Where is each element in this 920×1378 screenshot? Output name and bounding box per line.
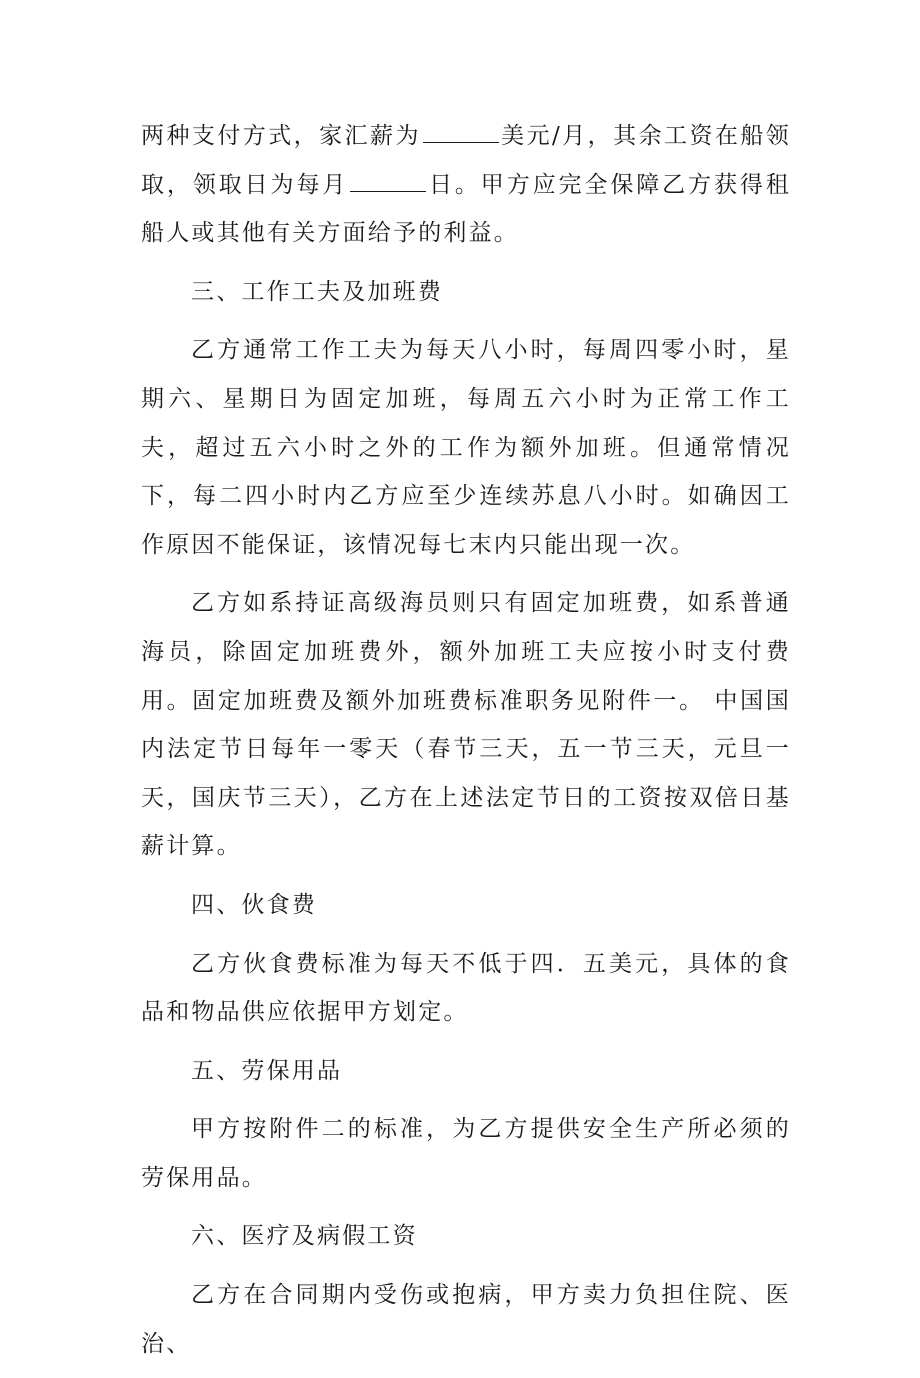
paragraph-payment [141, 112, 791, 258]
paragraph-meal-allowance: 乙方伙食费标准为每天不低于四．五美元，具体的食品和物品供应依据甲方划定。 [141, 950, 791, 1026]
payment-text-b: 美元/月，其余工资在船领取，领取日为每月 [141, 123, 791, 198]
blank-field-salary [423, 124, 499, 143]
paragraph-protective-gear: 甲方按附件二的标准，为乙方提供安全生产所必须的劳保用品。 [141, 1116, 791, 1191]
document-body [141, 112, 791, 1378]
section-heading-5: 五、劳保用品 [191, 1057, 343, 1084]
section-heading-6: 六、医疗及病假工资 [191, 1223, 418, 1250]
blank-field-payday [350, 173, 426, 192]
section-heading-3: 三、工作工夫及加班费 [191, 278, 443, 305]
paragraph-overtime-pay: 乙方如系持证高级海员则只有固定加班费，如系普通海员，除固定加班费外，额外加班工夫应按小时支付费用。固定加班费及额外加班费标准职务见附件一。 中国国内法定节日每年一零天（春节三天，五一节三天，元旦一天，国庆节三天），乙方在上述法定节日的工资按双倍日基薪计算。 [141, 590, 791, 860]
payment-text-a: 两种支付方式，家汇薪为 [141, 123, 421, 149]
paragraph-work-hours: 乙方通常工作工夫为每天八小时，每周四零小时，星期六、星期日为固定加班，每周五六小时为正常工作工夫，超过五六小时之外的工作为额外加班。但通常情况下，每二四小时内乙方应至少连续苏息八小时。如确因工作原因不能保证，该情况每七末内只能出现一次。 [141, 337, 791, 558]
paragraph-medical: 乙方在合同期内受伤或抱病，甲方卖力负担住院、医治、 [141, 1282, 791, 1357]
payment-text-c: 日。甲方应完全保障乙方获得租船人或其他有关方面给予的利益。 [141, 171, 791, 247]
section-heading-4: 四、伙食费 [191, 891, 317, 918]
